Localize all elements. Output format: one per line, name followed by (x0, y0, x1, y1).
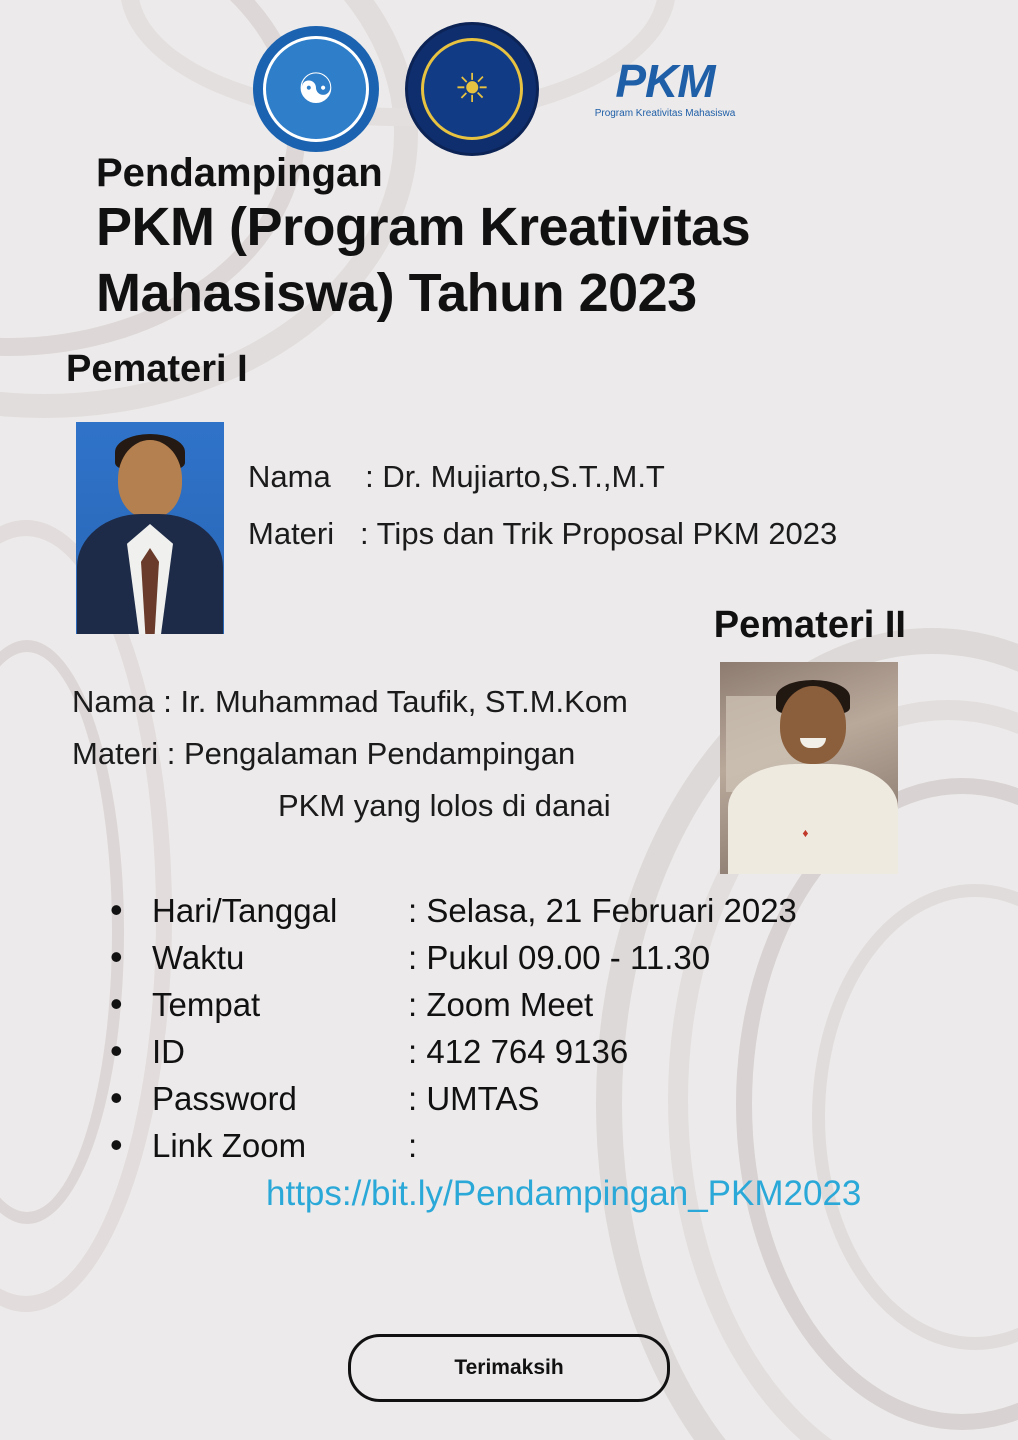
thanks-label: Terimaksih (454, 1356, 564, 1379)
detail-label: Link Zoom (152, 1127, 307, 1164)
photo-head (118, 440, 182, 518)
pkm-logo (565, 34, 765, 144)
speaker-2-info (72, 676, 628, 832)
detail-label: Tempat (152, 986, 261, 1023)
bullet-icon: • (110, 889, 123, 930)
speaker-1-materi-label: Materi (248, 516, 335, 552)
thanks-badge (348, 1334, 670, 1402)
detail-label: ID (152, 1033, 185, 1070)
speaker-1-materi-value: : Tips dan Trik Proposal PKM 2023 (359, 516, 838, 552)
speaker-2-materi-line-2: PKM yang lolos di danai (278, 788, 611, 824)
detail-value: : (408, 1127, 418, 1164)
list-item (110, 1077, 978, 1118)
speaker-2-section-label: Pemateri II (713, 604, 906, 646)
muhammadiyah-sun-icon: ☀ (421, 38, 523, 140)
list-item (110, 936, 978, 977)
list-item (110, 1124, 978, 1165)
list-item (110, 983, 978, 1024)
event-details-list (110, 889, 978, 1214)
speaker-2-photo (720, 662, 898, 874)
bullet-icon: • (110, 1124, 123, 1165)
pkm-logo-subtitle: Program Kreativitas Mahasiswa (594, 108, 736, 119)
list-item (110, 1030, 978, 1071)
title-line-1: Pendampingan (96, 151, 383, 195)
detail-value: : Selasa, 21 Februari 2023 (408, 892, 797, 929)
speaker-1-materi-line (248, 505, 837, 562)
tut-wuri-handayani-logo (253, 26, 379, 152)
photo-tshirt (728, 764, 898, 874)
photo-tshirt-logo: ♦ (802, 826, 809, 840)
universitas-muhammadiyah-tasikmalaya-logo (405, 22, 539, 156)
detail-label: Waktu (152, 939, 245, 976)
detail-value: : UMTAS (408, 1080, 540, 1117)
detail-value: : Zoom Meet (408, 986, 594, 1023)
title-line-3: Mahasiswa) Tahun 2023 (96, 262, 697, 323)
bullet-icon: • (110, 983, 123, 1024)
pkm-logo-word: PKM (615, 55, 715, 107)
speaker-1-info (248, 448, 837, 563)
list-item (110, 889, 978, 930)
zoom-link[interactable]: https://bit.ly/Pendampingan_PKM2023 (266, 1174, 862, 1213)
bullet-icon: • (110, 936, 123, 977)
bullet-icon: • (110, 1030, 123, 1071)
page-title (96, 152, 978, 325)
speaker-2-materi-line: Materi : Pengalaman Pendampingan (72, 736, 576, 772)
speaker-2-name-line: Nama : Ir. Muhammad Taufik, ST.M.Kom (72, 684, 628, 719)
bullet-icon: • (110, 1077, 123, 1118)
detail-value: : Pukul 09.00 - 11.30 (408, 939, 711, 976)
speaker-1-name-label: Nama (248, 459, 331, 494)
speaker-1-photo (76, 422, 224, 634)
logo-row (0, 22, 1018, 156)
photo-head (780, 686, 846, 764)
speaker-1-name-value: : Dr. Mujiarto,S.T.,M.T (365, 459, 665, 494)
tut-wuri-handayani-icon: ☯ (263, 36, 369, 142)
detail-label: Hari/Tanggal (152, 892, 338, 929)
speaker-1-section-label: Pemateri I (66, 348, 248, 390)
speaker-1-name-line (248, 448, 837, 505)
title-line-2: PKM (Program Kreativitas (96, 197, 751, 257)
detail-label: Password (152, 1080, 297, 1117)
detail-value: : 412 764 9136 (408, 1033, 629, 1070)
